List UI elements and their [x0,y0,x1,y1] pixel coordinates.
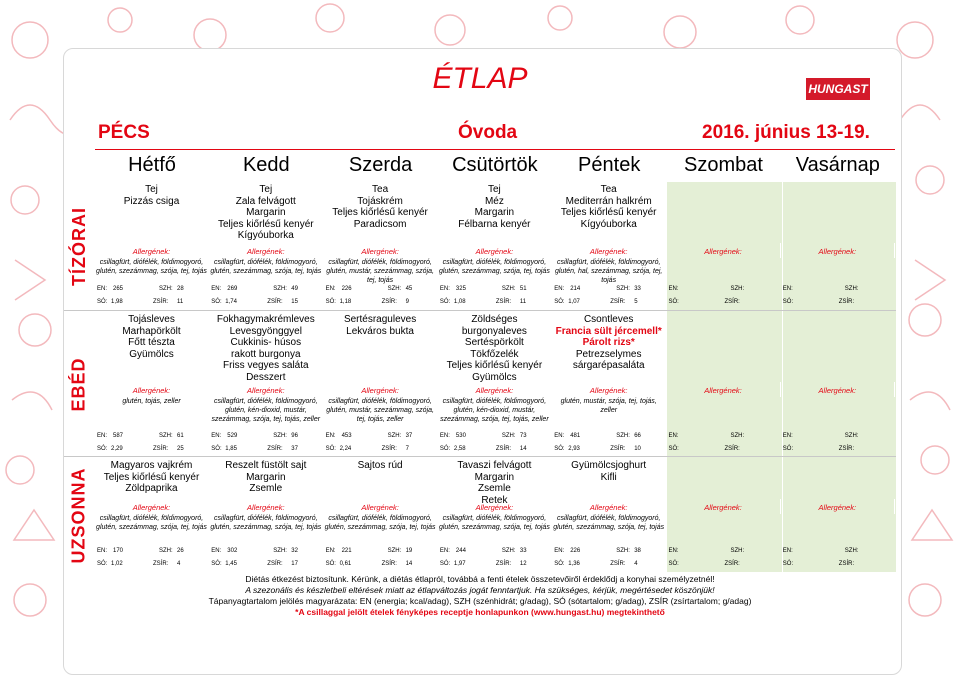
dish-name: Sertésraguleves [343,314,417,325]
dish-name: Sertéspörkölt [464,337,524,348]
salt-label: SÓ: [668,299,679,305]
allergen-list: csillagfürt, diófélék, földimogyoró, glutén, szezámmag, szója, tej, tojás [96,258,207,275]
day-header-3: Csütörtök [452,154,538,176]
energy-label: EN: [325,548,336,554]
snack-allergen-block [438,499,552,532]
breakfast-allergen-block [209,243,323,276]
fat-label: ZSÍR: [495,299,512,305]
energy-value: 453 [341,433,352,439]
dish-name: Tea [600,184,617,195]
carb-value: 51 [519,286,527,292]
snack-allergen-block [552,499,666,532]
dish-name: Friss vegyes saláta [223,360,309,371]
dish-name: Kifli [600,471,617,483]
day-header-1: Kedd [242,154,290,176]
day-header-4: Péntek [578,154,641,176]
dish-name: Tojásleves [128,314,175,325]
snack-allergen-block [95,499,209,532]
salt-value: 1,98 [111,299,123,305]
snack-allergen-block [781,499,895,514]
salt-label: SÓ: [211,299,222,305]
carb-label: SZH: [501,286,516,292]
breakfast-allergen-block [667,243,781,258]
salt-value: 1,97 [453,561,466,567]
carb-value: 19 [405,548,413,554]
snack-cell [324,460,438,472]
energy-label: EN: [211,548,222,554]
fat-label: ZSÍR: [838,299,855,305]
salt-label: SÓ: [97,299,108,305]
salt-label: SÓ: [439,299,451,305]
allergen-label: Allergének: [704,247,742,256]
dish-name: Teljes kiőrlésű kenyér [560,207,657,218]
fat-value: 14 [519,446,527,452]
allergen-label: Allergének: [475,503,514,512]
dish-name: Tej [259,184,273,195]
dish-name: Magyaros vajkrém [110,460,193,471]
energy-value: 587 [113,433,124,439]
dish-name: Teljes kiőrlésű kenyér [103,471,200,483]
energy-label: EN: [97,548,108,554]
dish-name: Tej [145,184,158,195]
carb-label: SZH: [730,548,745,554]
fat-label: ZSÍR: [495,446,512,452]
dish-name: Tej [487,184,501,195]
allergen-label: Allergének: [818,503,857,512]
dish-name: Tökfőzelék [470,348,519,360]
carb-value: 38 [634,548,641,554]
salt-value: 1,08 [453,299,466,305]
dish-name: rakott burgonya [231,348,301,360]
carb-label: SZH: [387,286,402,292]
day-header-5: Szombat [684,154,763,176]
energy-label: EN: [211,286,222,292]
carb-label: SZH: [844,548,859,554]
city-label: PÉCS [98,122,150,143]
salt-label: SÓ: [211,561,222,567]
salt-value: 1,85 [225,446,237,452]
energy-label: EN: [325,433,336,439]
fat-value: 37 [291,446,298,452]
snack-label: UZSONNA [68,467,89,563]
salt-value: 1,18 [339,299,352,305]
carb-label: SZH: [387,548,402,554]
lunch-cell [438,314,552,383]
salt-value: 2,58 [453,446,466,452]
allergen-list: csillagfürt, diófélék, földimogyoró, glutén, szezámmag, szója, tej, tojás [96,514,207,531]
salt-value: 2,29 [111,446,123,452]
snack-allergen-block [667,499,781,514]
carb-value: 33 [519,548,527,554]
salt-label: SÓ: [325,561,336,567]
carb-value: 66 [634,433,641,439]
energy-value: 244 [455,548,466,554]
allergen-label: Allergének: [704,503,742,512]
fat-value: 10 [634,446,641,452]
fat-value: 17 [291,561,298,567]
carb-value: 26 [177,548,184,554]
lunch-cell [324,314,438,337]
carb-value: 33 [634,286,641,292]
allergen-label: Allergének: [704,386,742,395]
fat-value: 5 [634,299,638,305]
salt-value: 1,74 [225,299,237,305]
energy-value: 302 [227,548,238,554]
salt-label: SÓ: [782,561,794,567]
breakfast-allergen-block [324,243,438,285]
energy-value: 226 [570,548,581,554]
carb-value: 28 [177,286,184,292]
dish-name: Tojáskrém [357,195,403,207]
lunch-allergen-block [552,382,666,415]
breakfast-allergen-block [438,243,552,276]
dish-name: Cukkinis- húsos [230,337,302,348]
dish-name: Margarin [246,207,286,218]
dish-name: Margarin [474,207,515,218]
salt-label: SÓ: [439,561,451,567]
allergen-label: Allergének: [247,386,285,395]
allergen-label: Allergének: [247,503,285,512]
allergen-label: Allergének: [589,503,628,512]
fat-label: ZSÍR: [153,299,169,305]
dish-name: Zala felvágott [235,195,296,207]
allergen-label: Allergének: [361,503,399,512]
dish-name-highlight: Francia sült jércemell* [555,325,662,337]
dish-name: Marhapörkölt [122,325,181,337]
dish-name: Tavaszi felvágott [457,460,532,471]
salt-value: 1,45 [225,561,237,567]
carb-value: 49 [291,286,298,292]
carb-label: SZH: [501,433,516,439]
dish-name: Levesgyönggyel [229,325,302,337]
energy-value: 214 [570,286,581,292]
lunch-allergen-block [324,382,438,424]
salt-label: SÓ: [325,446,336,452]
lunch-cell [552,314,666,372]
allergen-label: Allergének: [818,247,857,256]
energy-label: EN: [782,286,793,292]
footer-diet-note: Diétás étkezést biztosítunk. Kérünk, a diétás étlapról, továbbá a fenti ételek összetevőiről érdeklődj a konyhai személyzetnél! [245,574,715,584]
energy-label: EN: [439,286,450,292]
salt-label: SÓ: [439,446,451,452]
carb-label: SZH: [273,433,287,439]
salt-value: 0,61 [339,561,352,567]
energy-value: 265 [113,286,124,292]
allergen-label: Allergének: [132,503,171,512]
salt-label: SÓ: [554,299,565,305]
carb-label: SZH: [159,433,173,439]
page-title: ÉTLAP [432,62,528,95]
day-header-0: Hétfő [128,154,176,176]
footer-recipe-note: *A csillaggal jelölt ételek fényképes receptje honlapunkon (www.hungast.hu) megtekinthető [295,607,665,617]
dish-name: Pizzás csiga [123,195,180,207]
dish-name: Zöldséges [471,314,518,325]
breakfast-cell [552,184,666,230]
fat-label: ZSÍR: [381,299,397,305]
allergen-list: csillagfürt, diófélék, földimogyoró, glutén, szezámmag, szója, tej, tojás [438,258,550,275]
dish-name: Petrezselymes [575,348,642,360]
allergen-label: Allergének: [247,247,285,256]
fat-label: ZSÍR: [495,561,512,567]
carb-label: SZH: [616,548,630,554]
allergen-label: Allergének: [475,247,514,256]
dish-name: Kígyóuborka [237,230,294,241]
dish-name: Zöldpaprika [125,483,178,494]
carb-label: SZH: [730,286,745,292]
energy-label: EN: [211,433,222,439]
salt-label: SÓ: [554,446,565,452]
salt-label: SÓ: [554,561,565,567]
dish-name: Retek [481,494,508,506]
breakfast-allergen-block [781,243,895,258]
snack-cell [552,460,666,483]
lunch-allergen-block [95,382,209,406]
dish-name: Paradicsom [353,218,407,230]
sunday-column [783,182,896,572]
fat-value: 11 [519,299,527,305]
carb-label: SZH: [159,286,173,292]
dish-name: Félbarna kenyér [458,218,531,230]
allergen-list: csillagfürt, diófélék, földimogyoró, glutén, kén-dioxid, mustár, szezámmag, szója, tej, tojás, zeller [440,397,549,423]
dish-name-highlight: Párolt rizs* [582,337,635,348]
carb-value: 37 [405,433,413,439]
fat-value: 4 [634,561,638,567]
dish-name: Teljes kiőrlésű kenyér [332,207,428,218]
fat-label: ZSÍR: [267,446,283,452]
energy-value: 529 [227,433,238,439]
row-divider [64,310,896,311]
lunch-label: EBÉD [68,356,89,412]
allergen-list: csillagfürt, diófélék, földimogyoró, glutén, szezámmag, szója, tej, tojás [210,258,322,275]
dish-name: Kígyóuborka [580,218,637,230]
lunch-allergen-block [781,382,895,397]
allergen-list: csillagfürt, diófélék, földimogyoró, glutén, szezámmag, szója, tej, tojás [324,514,436,531]
carb-value: 73 [519,433,527,439]
allergen-label: Allergének: [132,247,171,256]
energy-label: EN: [782,433,793,439]
carb-label: SZH: [844,433,859,439]
dish-name: Fokhagymakrémleves [216,314,315,325]
salt-value: 2,93 [568,446,580,452]
breakfast-label: TÍZÓRAI [68,206,89,286]
salt-value: 2,24 [339,446,352,452]
allergen-list: glutén, tojás, zeller [122,397,181,405]
dish-name: Gyümölcs [472,371,517,383]
energy-value: 325 [455,286,466,292]
carb-value: 32 [291,548,298,554]
energy-label: EN: [97,433,108,439]
allergen-label: Allergének: [589,247,628,256]
energy-label: EN: [439,433,450,439]
fat-value: 11 [177,299,184,305]
lunch-allergen-block [438,382,552,424]
fat-value: 15 [291,299,298,305]
dish-name: Méz [484,195,504,207]
day-header-2: Szerda [348,154,413,176]
fat-label: ZSÍR: [381,561,397,567]
dish-name: Zsemle [477,483,511,494]
dish-name: Csontleves [583,314,634,325]
lunch-allergen-block [667,382,781,397]
breakfast-cell [324,184,438,230]
breakfast-cell [438,184,552,230]
lunch-allergen-block [209,382,323,424]
dish-name: Sajtos rúd [357,460,403,471]
allergen-label: Allergének: [818,386,857,395]
snack-cell [209,460,323,495]
breakfast-cell [95,184,209,207]
carb-label: SZH: [501,548,516,554]
fat-label: ZSÍR: [153,561,169,567]
energy-value: 530 [455,433,466,439]
allergen-label: Allergének: [361,247,399,256]
dish-name: sárgarépasaláta [572,360,645,371]
allergen-list: csillagfürt, diófélék, földimogyoró, glutén, szezámmag, szója, tej, tojás [438,514,550,531]
allergen-list: csillagfürt, diófélék, földimogyoró, glutén, szezámmag, szója, tej, tojás [210,514,322,531]
energy-value: 221 [341,548,352,554]
allergen-label: Allergének: [589,386,628,395]
energy-value: 481 [570,433,581,439]
carb-label: SZH: [159,548,173,554]
energy-value: 226 [341,286,352,292]
carb-label: SZH: [387,433,402,439]
salt-value: 1,02 [111,561,123,567]
fat-value: 12 [519,561,527,567]
day-header-6: Vasárnap [795,154,880,176]
fat-label: ZSÍR: [838,561,855,567]
fat-label: ZSÍR: [724,299,740,305]
fat-label: ZSÍR: [267,299,283,305]
salt-label: SÓ: [97,561,108,567]
dish-name: Gyümölcsjoghurt [571,460,647,471]
fat-value: 25 [177,446,184,452]
fat-label: ZSÍR: [838,446,855,452]
salt-label: SÓ: [325,299,336,305]
allergen-list: glutén, mustár, szója, tej, tojás, zeller [560,397,657,414]
dish-name: burgonyaleves [461,325,527,337]
institution-label: Óvoda [458,122,518,143]
fat-label: ZSÍR: [724,446,740,452]
breakfast-allergen-block [95,243,209,276]
fat-value: 4 [177,561,181,567]
day-header-row [95,154,895,182]
fat-label: ZSÍR: [153,446,169,452]
energy-label: EN: [668,433,679,439]
fat-label: ZSÍR: [724,561,740,567]
allergen-list: csillagfürt, diófélék, földimogyoró, glutén, mustár, szezámmag, szója, tej, tojás [326,258,434,284]
salt-label: SÓ: [782,299,794,305]
allergen-list: csillagfürt, diófélék, földimogyoró, glutén, kén-dioxid, mustár, szezámmag, szója, tej, tojás, zeller [211,397,321,423]
allergen-list: csillagfürt, diófélék, földimogyoró, glutén, hal, szezámmag, szója, tej, tojás [554,258,663,284]
carb-label: SZH: [844,286,859,292]
header-divider [95,149,895,150]
salt-value: 1,36 [568,561,580,567]
snack-allergen-block [324,499,438,532]
energy-value: 269 [227,286,238,292]
lunch-cell [95,314,209,360]
carb-value: 96 [291,433,298,439]
allergen-label: Allergének: [475,386,514,395]
salt-label: SÓ: [668,561,679,567]
allergen-label: Allergének: [361,386,399,395]
footer-legend: Tápanyagtartalom jelölés magyarázata: EN (energia; kcal/adag), SZH (szénhidrát; g/adag), SÓ (sótartalom; g/adag), ZSÍR (zsírtartalom; g/adag) [208,596,752,606]
allergen-label: Allergének: [132,386,171,395]
carb-label: SZH: [616,286,630,292]
carb-label: SZH: [730,433,745,439]
allergen-list: csillagfürt, diófélék, földimogyoró, glutén, szezámmag, szója, tej, tojás [553,514,665,531]
dish-name: Margarin [246,471,286,483]
dish-name: Teljes kiőrlésű kenyér [446,360,543,371]
energy-label: EN: [668,286,679,292]
dish-name: Tea [372,184,389,195]
dish-name: Desszert [246,371,286,383]
breakfast-cell [209,184,323,242]
fat-value: 9 [405,299,409,305]
energy-label: EN: [554,286,565,292]
fat-label: ZSÍR: [381,446,397,452]
energy-label: EN: [325,286,336,292]
energy-value: 170 [113,548,124,554]
carb-value: 61 [177,433,184,439]
fat-label: ZSÍR: [267,561,283,567]
row-divider [64,456,896,457]
salt-value: 1,07 [568,299,580,305]
dish-name: Zsemle [249,483,283,494]
energy-label: EN: [97,286,108,292]
salt-label: SÓ: [782,446,794,452]
dish-name: Lekváros bukta [346,325,414,337]
carb-label: SZH: [616,433,630,439]
fat-value: 7 [405,446,409,452]
fat-label: ZSÍR: [610,561,626,567]
dish-name: Margarin [474,471,515,483]
brand-logo: HUNGAST [806,78,870,100]
fat-label: ZSÍR: [610,299,626,305]
dish-name: Mediterrán halkrém [565,195,652,207]
dish-name: Gyümölcs [129,348,174,360]
energy-label: EN: [554,548,565,554]
snack-allergen-block [209,499,323,532]
breakfast-allergen-block [552,243,666,285]
energy-label: EN: [554,433,565,439]
lunch-cell [209,314,323,383]
fat-label: ZSÍR: [610,446,626,452]
salt-label: SÓ: [211,446,222,452]
saturday-column [667,182,782,572]
energy-label: EN: [782,548,793,554]
snack-cell [95,460,209,495]
carb-label: SZH: [273,548,287,554]
salt-label: SÓ: [668,446,679,452]
dish-name: Reszelt füstölt sajt [225,460,307,471]
allergen-list: csillagfürt, diófélék, földimogyoró, glutén, mustár, szezámmag, szója, tej, tojás, zeller [326,397,434,423]
energy-label: EN: [439,548,450,554]
footer-change-note: A szezonális és készletbeli eltérések miatt az étlapváltozás jogát fenntartjuk. Ha szükséges, kérjük, megértésedet köszönjük! [245,585,715,595]
fat-value: 14 [405,561,413,567]
carb-value: 45 [405,286,413,292]
dish-name: Teljes kiőrlésű kenyér [217,218,314,230]
dish-name: Főtt tészta [128,337,175,348]
date-range: 2016. június 13-19. [702,122,870,143]
energy-label: EN: [668,548,679,554]
salt-label: SÓ: [97,446,108,452]
carb-label: SZH: [273,286,287,292]
